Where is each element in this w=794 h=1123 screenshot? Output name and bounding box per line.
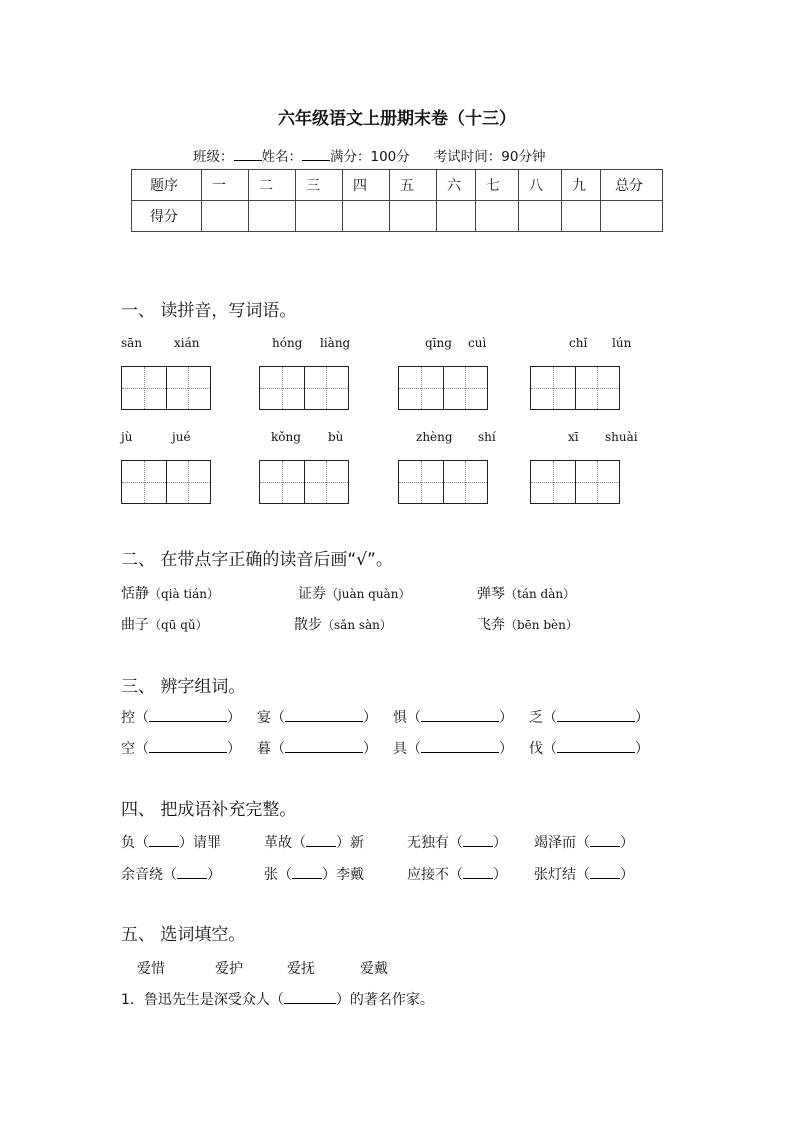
word-choice: 爱抚 xyxy=(287,961,315,977)
idiom-part: ） xyxy=(620,835,634,851)
section-5-title: 五、 选词填空。 xyxy=(121,925,246,945)
idiom-item xyxy=(121,832,221,852)
pronunciation-item xyxy=(477,583,575,603)
word: 恬静 xyxy=(121,586,149,602)
exam-time: 考试时间：90分钟 xyxy=(433,149,546,165)
answer-blank[interactable] xyxy=(590,866,620,879)
answer-blank[interactable] xyxy=(149,740,227,753)
section-2-title: 二、 在带点字正确的读音后画“√”。 xyxy=(121,550,393,570)
writing-grid[interactable] xyxy=(121,460,211,504)
table-cell: 一 xyxy=(202,170,249,201)
idiom-part: 竭泽而（ xyxy=(534,835,590,851)
word: 证券 xyxy=(298,586,326,602)
score-cell[interactable] xyxy=(562,201,601,232)
idiom-part: ） xyxy=(493,835,507,851)
table-cell: 九 xyxy=(562,170,601,201)
name-label: 姓名： xyxy=(261,149,302,165)
pinyin: jué xyxy=(172,430,191,444)
pinyin: shuài xyxy=(605,430,638,444)
score-cell[interactable] xyxy=(437,201,476,232)
idiom-part: ）新 xyxy=(336,835,364,851)
pinyin-options[interactable]: （tán dàn） xyxy=(505,587,576,601)
word: 弹琴 xyxy=(477,586,505,602)
pronunciation-item xyxy=(121,583,219,603)
score-cell[interactable] xyxy=(519,201,562,232)
idiom-part: ） xyxy=(620,867,634,883)
idiom-part: 无独有（ xyxy=(407,835,463,851)
word-group-item: 宴（ ） xyxy=(257,710,377,726)
pronunciation-item xyxy=(121,614,208,634)
pinyin: chǐ xyxy=(569,336,588,350)
table-cell: 总分 xyxy=(601,170,663,201)
full-score: 满分：100分 xyxy=(330,149,410,165)
idiom-part: ）请罪 xyxy=(179,835,221,851)
pronunciation-item xyxy=(298,583,410,603)
writing-grid[interactable] xyxy=(121,366,211,410)
word-choice: 爱惜 xyxy=(137,961,165,977)
page-title: 六年级语文上册期末卷（十三） xyxy=(278,109,516,129)
char: 暮 xyxy=(257,741,271,757)
pinyin-options[interactable]: （qū qǔ） xyxy=(149,618,208,632)
word: 曲子 xyxy=(121,617,149,633)
pinyin: sān xyxy=(121,336,143,350)
table-cell: 六 xyxy=(437,170,476,201)
char: 伐 xyxy=(529,741,543,757)
idiom-item xyxy=(534,832,634,852)
pinyin-options[interactable]: （juàn quàn） xyxy=(326,587,411,601)
answer-blank[interactable] xyxy=(149,834,179,847)
table-cell: 五 xyxy=(390,170,437,201)
pinyin: qīng xyxy=(425,336,452,350)
word-choice: 爱护 xyxy=(215,961,243,977)
char: 宴 xyxy=(257,710,271,726)
pinyin: hóng xyxy=(272,336,303,350)
pinyin-options[interactable]: （qià tián） xyxy=(149,587,220,601)
writing-grid[interactable] xyxy=(398,366,488,410)
pinyin: zhèng xyxy=(416,430,453,444)
pinyin: xī xyxy=(568,430,579,444)
table-cell: 七 xyxy=(476,170,519,201)
answer-blank[interactable] xyxy=(557,740,635,753)
table-cell: 题序 xyxy=(132,170,202,201)
table-cell: 得分 xyxy=(132,201,202,232)
question-text: ）的著名作家。 xyxy=(335,992,434,1008)
idiom-part: 张（ xyxy=(264,867,292,883)
answer-blank[interactable] xyxy=(285,740,363,753)
score-cell[interactable] xyxy=(390,201,437,232)
pinyin-options[interactable]: （sǎn sàn） xyxy=(322,618,392,632)
pinyin: lún xyxy=(612,336,632,350)
table-cell: 二 xyxy=(249,170,296,201)
table-cell: 八 xyxy=(519,170,562,201)
char: 具 xyxy=(393,741,407,757)
score-cell[interactable] xyxy=(343,201,390,232)
answer-blank[interactable] xyxy=(421,740,499,753)
score-table-score-row xyxy=(132,201,663,232)
char: 乏 xyxy=(529,710,543,726)
word-group-item: 惧（ ） xyxy=(393,710,513,726)
answer-blank[interactable] xyxy=(463,866,493,879)
word-group-item: 伐（ ） xyxy=(529,741,649,757)
idiom-item xyxy=(534,864,634,884)
answer-blank[interactable] xyxy=(421,709,499,722)
writing-grid[interactable] xyxy=(530,366,620,410)
section-1-title: 一、 读拼音，写词语。 xyxy=(121,301,297,321)
word-group-item: 空（ ） xyxy=(121,741,241,757)
idiom-part: ） xyxy=(207,867,221,883)
pinyin-options[interactable]: （bēn bèn） xyxy=(505,618,578,632)
writing-grid[interactable] xyxy=(530,460,620,504)
char: 控 xyxy=(121,710,135,726)
score-cell[interactable] xyxy=(202,201,249,232)
fill-question-1 xyxy=(121,989,434,1009)
idiom-item xyxy=(264,864,364,884)
answer-blank[interactable] xyxy=(557,709,635,722)
question-text: 1．鲁迅先生是深受众人（ xyxy=(121,992,284,1008)
answer-blank[interactable] xyxy=(284,991,336,1004)
pronunciation-item xyxy=(477,614,578,634)
idiom-item xyxy=(407,864,507,884)
word-group-item: 具（ ） xyxy=(393,741,513,757)
char: 惧 xyxy=(393,710,407,726)
answer-blank[interactable] xyxy=(285,709,363,722)
name-blank[interactable] xyxy=(302,148,330,161)
idiom-part: 负（ xyxy=(121,835,149,851)
score-cell[interactable] xyxy=(296,201,343,232)
idiom-part: ）李戴 xyxy=(322,867,364,883)
idiom-item xyxy=(121,864,221,884)
idiom-part: 革故（ xyxy=(264,835,306,851)
section-4-title: 四、 把成语补充完整。 xyxy=(121,800,297,820)
pinyin: liàng xyxy=(320,336,351,350)
writing-grid[interactable] xyxy=(259,366,349,410)
table-cell: 三 xyxy=(296,170,343,201)
word: 散步 xyxy=(294,617,322,633)
char: 空 xyxy=(121,741,135,757)
idiom-part: ） xyxy=(493,867,507,883)
score-table-header-row xyxy=(132,170,663,201)
idiom-part: 张灯结（ xyxy=(534,867,590,883)
pinyin: shí xyxy=(478,430,496,444)
class-label: 班级： xyxy=(193,149,234,165)
score-cell[interactable] xyxy=(601,201,663,232)
pinyin: bù xyxy=(328,430,344,444)
word-choice: 爱戴 xyxy=(360,961,388,977)
writing-grid[interactable] xyxy=(259,460,349,504)
score-table xyxy=(131,169,663,232)
answer-blank[interactable] xyxy=(177,866,207,879)
answer-blank[interactable] xyxy=(292,866,322,879)
word: 飞奔 xyxy=(477,617,505,633)
section-3-title: 三、 辨字组词。 xyxy=(121,677,246,697)
score-cell[interactable] xyxy=(476,201,519,232)
score-cell[interactable] xyxy=(249,201,296,232)
answer-blank[interactable] xyxy=(463,834,493,847)
class-blank[interactable] xyxy=(234,148,262,161)
idiom-item xyxy=(264,832,364,852)
pinyin: xián xyxy=(174,336,200,350)
answer-blank[interactable] xyxy=(149,709,227,722)
answer-blank[interactable] xyxy=(590,834,620,847)
word-group-item: 控（ ） xyxy=(121,710,241,726)
table-cell: 四 xyxy=(343,170,390,201)
word-group-item: 乏（ ） xyxy=(529,710,649,726)
idiom-part: 应接不（ xyxy=(407,867,463,883)
word-group-item: 暮（ ） xyxy=(257,741,377,757)
pinyin: jù xyxy=(121,430,133,444)
pinyin: cuì xyxy=(468,336,487,350)
writing-grid[interactable] xyxy=(398,460,488,504)
exam-info-line xyxy=(193,145,545,165)
idiom-item xyxy=(407,832,507,852)
pinyin: kǒng xyxy=(271,430,301,444)
pronunciation-item xyxy=(294,614,392,634)
answer-blank[interactable] xyxy=(306,834,336,847)
idiom-part: 余音绕（ xyxy=(121,867,177,883)
